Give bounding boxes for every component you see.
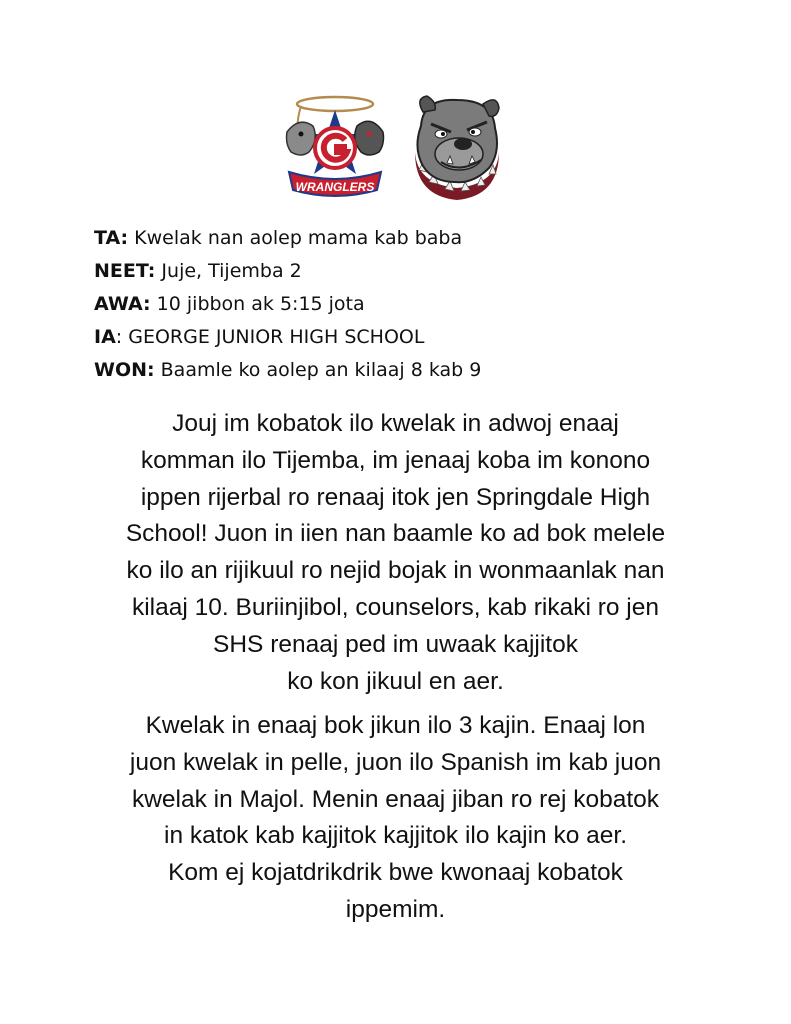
paragraph-line: Kom ej kojatdrikdrik bwe kwonaaj kobatok (168, 859, 623, 887)
detail-label: TA: (94, 227, 129, 249)
paragraph-line: School! Juon in iien nan baamle ko ad bok melele (125, 520, 666, 548)
paragraph-line: ippemim. (345, 895, 446, 923)
detail-where (94, 321, 734, 354)
detail-value: 10 jibbon ak 5:15 jota (150, 293, 365, 315)
paragraph-line: komman ilo Tijemba, im jenaaj koba im konono (140, 446, 651, 474)
detail-value: : GEORGE JUNIOR HIGH SCHOOL (115, 326, 425, 348)
language-paragraph (90, 708, 701, 929)
paragraph-line: in katok kab kajjitok kajjitok ilo kajin ko aer. (164, 822, 627, 850)
wranglers-logo-text: WRANGLERS (295, 180, 374, 194)
bulldog-logo (401, 92, 513, 204)
detail-label: WON: (94, 359, 155, 381)
paragraph-line: Jouj im kobatok ilo kwelak in adwoj enaaj (172, 410, 619, 437)
detail-time (94, 288, 734, 321)
paragraph-line: juon kwelak in pelle, juon ilo Spanish im kab juon (129, 748, 662, 776)
event-details (94, 222, 734, 387)
paragraph-line: SHS renaaj ped im uwaak kajjitok (213, 630, 578, 658)
paragraph-line: kwelak in Majol. Menin enaaj jiban ro rej kobatok (131, 785, 660, 813)
detail-when (94, 255, 734, 288)
detail-label: IA (94, 326, 116, 348)
detail-value: Juje, Tijemba 2 (155, 260, 302, 282)
detail-value: Baamle ko aolep an kilaaj 8 kab 9 (154, 359, 482, 381)
paragraph-line: Kwelak in enaaj bok jikun ilo 3 kajin. Enaaj lon (145, 712, 646, 739)
intro-paragraph (90, 406, 701, 700)
detail-label: AWA: (94, 293, 151, 315)
paragraph-line: kilaaj 10. Buriinjibol, counselors, kab rikaki ro jen (131, 593, 659, 621)
detail-value: Kwelak nan aolep mama kab baba (128, 227, 463, 249)
paragraph-line: ko kon jikuul en aer. (287, 667, 504, 695)
paragraph-line: ippen rijerbal ro renaaj itok jen Springdale High (140, 483, 651, 511)
wranglers-logo (279, 92, 391, 204)
logos-header (0, 92, 791, 204)
detail-label: NEET: (94, 260, 156, 282)
paragraph-line: ko ilo an rijikuul ro nejid bojak in wonmaanlak nan (126, 557, 665, 585)
detail-what (94, 222, 734, 255)
detail-who (94, 354, 734, 387)
